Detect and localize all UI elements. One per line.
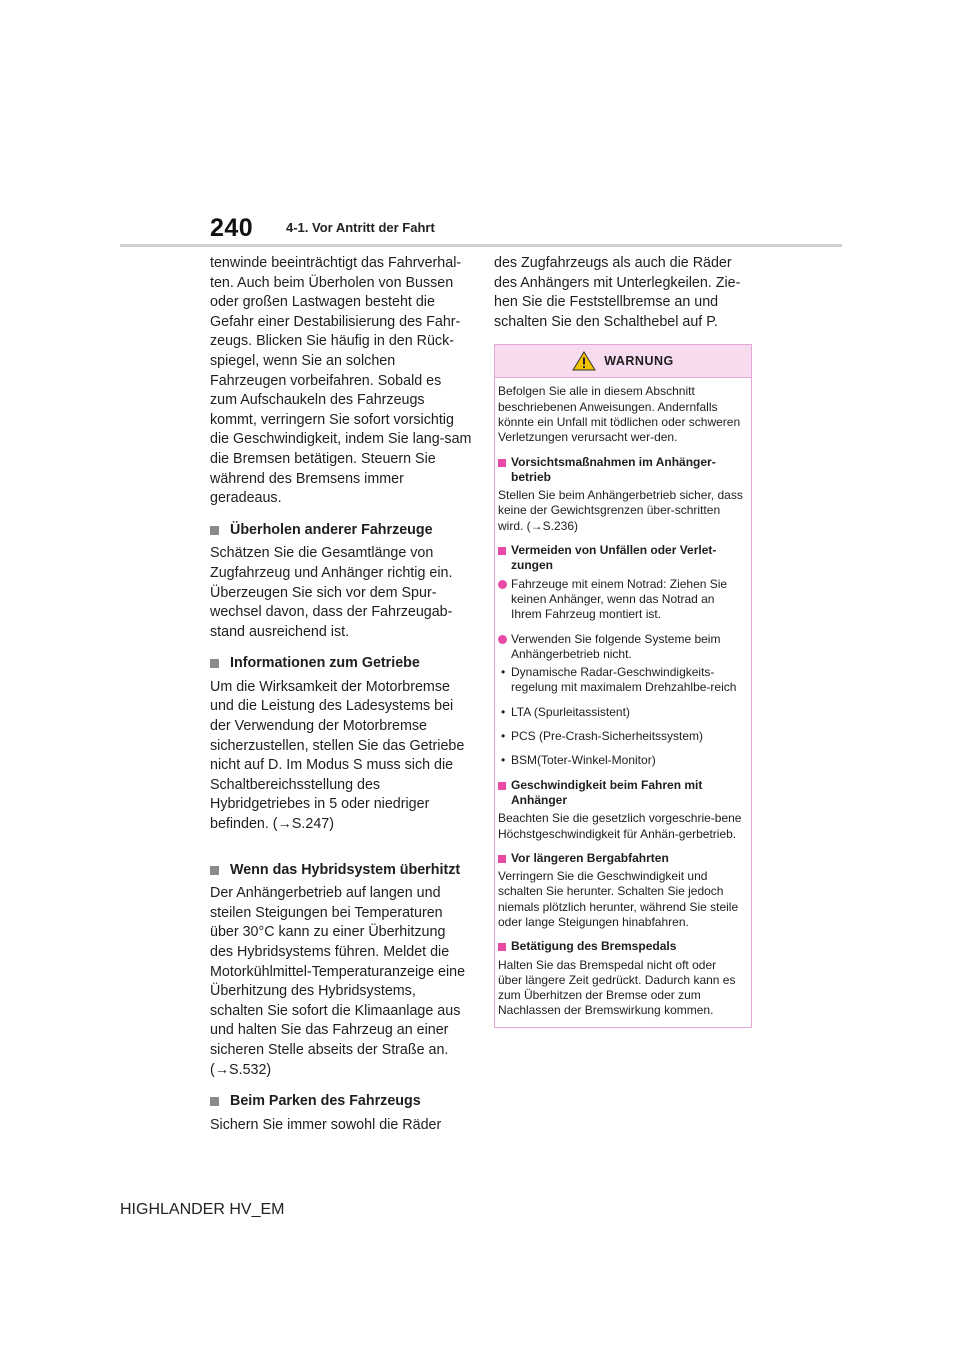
circle-bullet-icon [498, 635, 507, 644]
subheading-text: Vermeiden von Unfällen oder Verlet-zungen [511, 543, 717, 573]
subheading-text: Vorsichtsmaßnahmen im Anhänger-betrieb [511, 454, 716, 484]
section-heading [210, 654, 472, 674]
circle-bullet-icon [498, 580, 507, 589]
warning-title: WARNUNG [604, 353, 674, 368]
right-column [494, 254, 752, 1028]
warning-bullet-item [498, 705, 743, 720]
heading-text: Wenn das Hybridsystem überhitzt [230, 861, 461, 878]
warning-text: Stellen Sie beim Anhängerbetrieb sicher, dass keine der Gewichtsgrenzen über-schritten wird. (→S.236) [498, 488, 743, 533]
warning-triangle-icon [572, 351, 596, 371]
bullet-icon: • [501, 753, 506, 768]
warning-bullet-item [498, 729, 743, 744]
paragraph: Schätzen Sie die Gesamtlänge von Zugfahrzeug und Anhänger richtig ein. Überzeugen Sie sich vor dem Spur-wechsel davon, dass der Fahrzeugab-stand ausreichend ist. [210, 545, 453, 640]
item-text: Dynamische Radar-Geschwindigkeits-regelung mit maximalem Drehzahlbe-reich [511, 665, 737, 695]
warning-subheading [498, 851, 743, 866]
section-heading [210, 861, 472, 881]
heading-text: Informationen zum Getriebe [230, 655, 420, 672]
square-bullet-icon [210, 866, 219, 875]
warning-intro: Befolgen Sie alle in diesem Abschnitt beschriebenen Anweisungen. Andernfalls könnte ein Unfall mit tödlichen oder schweren Verletzungen verursacht wer-den. [498, 384, 741, 445]
square-bullet-icon [498, 459, 506, 467]
subheading-text: Betätigung des Bremspedals [511, 939, 677, 954]
item-text: BSM(Toter-Winkel-Monitor) [511, 753, 656, 768]
warning-header [495, 345, 751, 378]
bullet-icon: • [501, 665, 506, 680]
square-bullet-icon [210, 659, 219, 668]
section-heading [210, 521, 472, 541]
heading-text: Überholen anderer Fahrzeuge [230, 521, 433, 538]
warning-circle-item [498, 577, 743, 623]
footer-model: HIGHLANDER HV_EM [120, 1201, 285, 1218]
subheading-text: Vor längeren Bergabfahrten [511, 850, 669, 865]
bullet-icon: • [501, 704, 506, 719]
square-bullet-icon [498, 855, 506, 863]
item-text: PCS (Pre-Crash-Sicherheitssystem) [511, 729, 704, 744]
paragraph: des Zugfahrzeugs als auch die Räder des Anhängers mit Unterlegkeilen. Zie-hen Sie die Feststellbremse an und schalten Sie den Schalthebel auf P. [494, 255, 741, 330]
square-bullet-icon [210, 526, 219, 535]
paragraph: Um die Wirksamkeit der Motorbremse und die Leistung des Ladesystems bei der Verwendung der Motorbremse sicherzustellen, stellen Sie das Getriebe nicht auf D. Im Modus S muss sich die Schaltbereichsstellung des Hybridgetriebes in 5 oder niedriger befinden. (→S.247) [210, 678, 465, 833]
warning-body [495, 378, 751, 1026]
item-text: Fahrzeuge mit einem Notrad: Ziehen Sie keinen Anhänger, wenn das Notrad an Ihrem Fahrzeug montiert ist. [511, 576, 728, 622]
item-text: LTA (Spurleitassistent) [511, 704, 630, 719]
paragraph: Sichern Sie immer sowohl die Räder [210, 1116, 442, 1133]
warning-bullet-item [498, 665, 743, 696]
warning-bullet-item [498, 753, 743, 768]
bullet-icon: • [501, 729, 506, 744]
warning-text: Beachten Sie die gesetzlich vorgeschrie-bene Höchstgeschwindigkeit für Anhän-gerbetrieb. [498, 811, 742, 841]
paragraph: Der Anhängerbetrieb auf langen und steilen Steigungen bei Temperaturen über 30°C kann zu einer Überhitzung des Hybridsystems führen. Meldet die Motorkühlmittel-Temperaturanzeige eine Überhitzung des Hybridsystems, schalten Sie sofort die Klimaanlage aus und halten Sie das Fahrzeug an einer sicheren Stelle abseits der Straße an. (→S.532) [210, 885, 466, 1078]
square-bullet-icon [498, 547, 506, 555]
warning-subheading [498, 455, 743, 486]
paragraph: tenwinde beeinträchtigt das Fahrverhal-ten. Auch beim Überholen von Bussen oder großen Lastwagen besteht die Gefahr einer Destabilisierung des Fahr-zeugs. Blicken Sie häufig in den Rück-spiegel, wenn Sie an solchen Fahrzeugen vorbeifahren. Sobald es zum Aufschaukeln des Fahrzeugs kommt, verringern Sie sofort vorsichtig die Geschwindigkeit, indem Sie lang-sam die Bremsen betätigen. Steuern Sie während des Bremsens immer geradeaus. [210, 255, 472, 507]
warning-subheading [498, 778, 743, 809]
warning-box [494, 344, 752, 1027]
section-title: 4-1. Vor Antritt der Fahrt [286, 220, 435, 235]
warning-text: Halten Sie das Bremspedal nicht oft oder über längere Zeit gedrückt. Dadurch kann es zum Überhitzen der Bremse oder zum Nachlassen der Bremswirkung kommen. [498, 957, 736, 1018]
square-bullet-icon [210, 1097, 219, 1106]
heading-text: Beim Parken des Fahrzeugs [230, 1093, 421, 1110]
warning-subheading [498, 543, 743, 574]
warning-subheading [498, 939, 743, 954]
square-bullet-icon [498, 943, 506, 951]
square-bullet-icon [498, 782, 506, 790]
item-text: Verwenden Sie folgende Systeme beim Anhängerbetrieb nicht. [511, 631, 721, 661]
subheading-text: Geschwindigkeit beim Fahren mit Anhänger [511, 777, 703, 807]
left-column [210, 254, 472, 1147]
section-heading [210, 1092, 472, 1112]
header-rule [120, 244, 842, 247]
warning-circle-item [498, 632, 743, 663]
warning-text: Verringern Sie die Geschwindigkeit und schalten Sie herunter. Schalten Sie jedoch niemals plötzlich herunter, während Sie steile oder lange Steigungen hinabfahren. [498, 869, 739, 929]
page-number: 240 [210, 214, 254, 242]
